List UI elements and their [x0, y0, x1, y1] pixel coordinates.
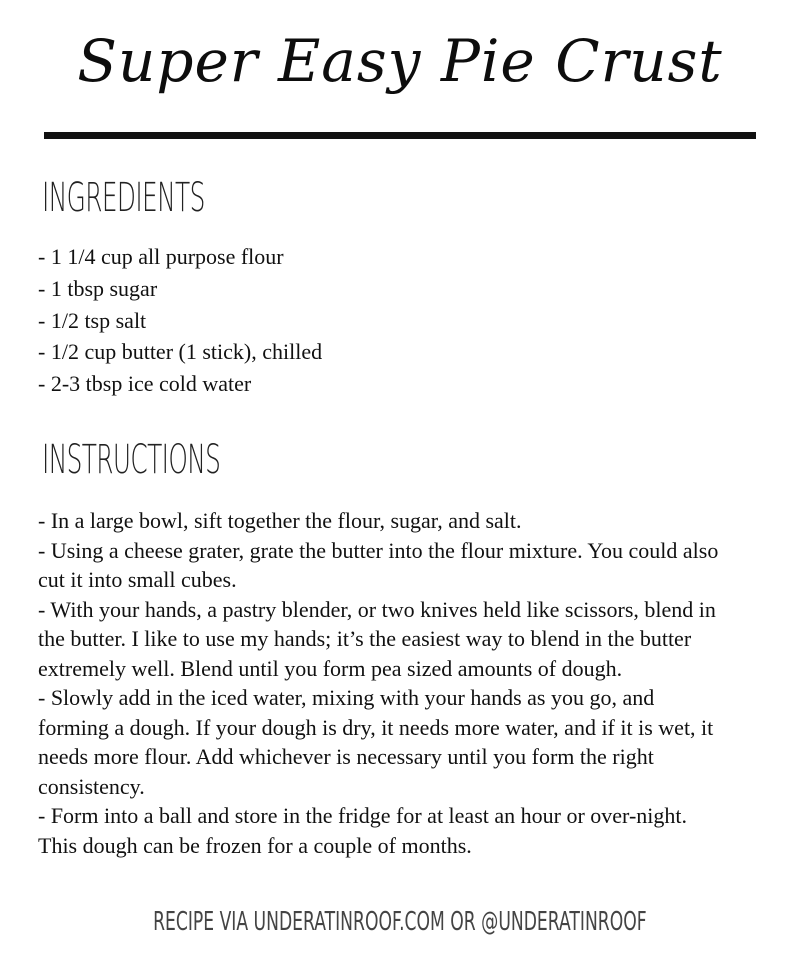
instruction-step: - Form into a ball and store in the fridge for at least an hour or over-night. This dough can be frozen for a couple of months. [38, 803, 687, 858]
instruction-step: - In a large bowl, sift together the flour, sugar, and salt. [38, 508, 522, 533]
recipe-credit-text: RECIPE VIA UNDERATINROOF.COM OR @UNDERATINROOF [153, 907, 647, 937]
title-divider [44, 132, 756, 139]
recipe-title: Super Easy Pie Crust [77, 27, 723, 95]
ingredient-item: - 2-3 tbsp ice cold water [38, 371, 252, 397]
ingredient-item: - 1/2 tsp salt [38, 307, 147, 333]
recipe-credit [0, 905, 800, 939]
instructions-heading: INSTRUCTIONS [42, 437, 221, 483]
ingredient-item: - 1/2 cup butter (1 stick), chilled [38, 339, 323, 365]
instructions-list [38, 506, 728, 860]
ingredients-heading: INGREDIENTS [42, 175, 205, 221]
instruction-step: - With your hands, a pastry blender, or two knives held like scissors, blend in the butter. I like to use my hands; it’s the easiest way to blend in the butter extremely well. Blend until you form pea sized amounts of dough. [38, 596, 716, 681]
instruction-step: - Using a cheese grater, grate the butter into the flour mixture. You could also cut it into small cubes. [38, 537, 719, 592]
ingredients-list [38, 241, 322, 400]
ingredient-item: - 1 tbsp sugar [38, 275, 158, 301]
instruction-step: - Slowly add in the iced water, mixing with your hands as you go, and forming a dough. If your dough is dry, it needs more water, and if it is wet, it needs more flour. Add whichever is necessary until you form the right consistency. [38, 685, 714, 799]
ingredient-item: - 1 1/4 cup all purpose flour [38, 244, 284, 269]
